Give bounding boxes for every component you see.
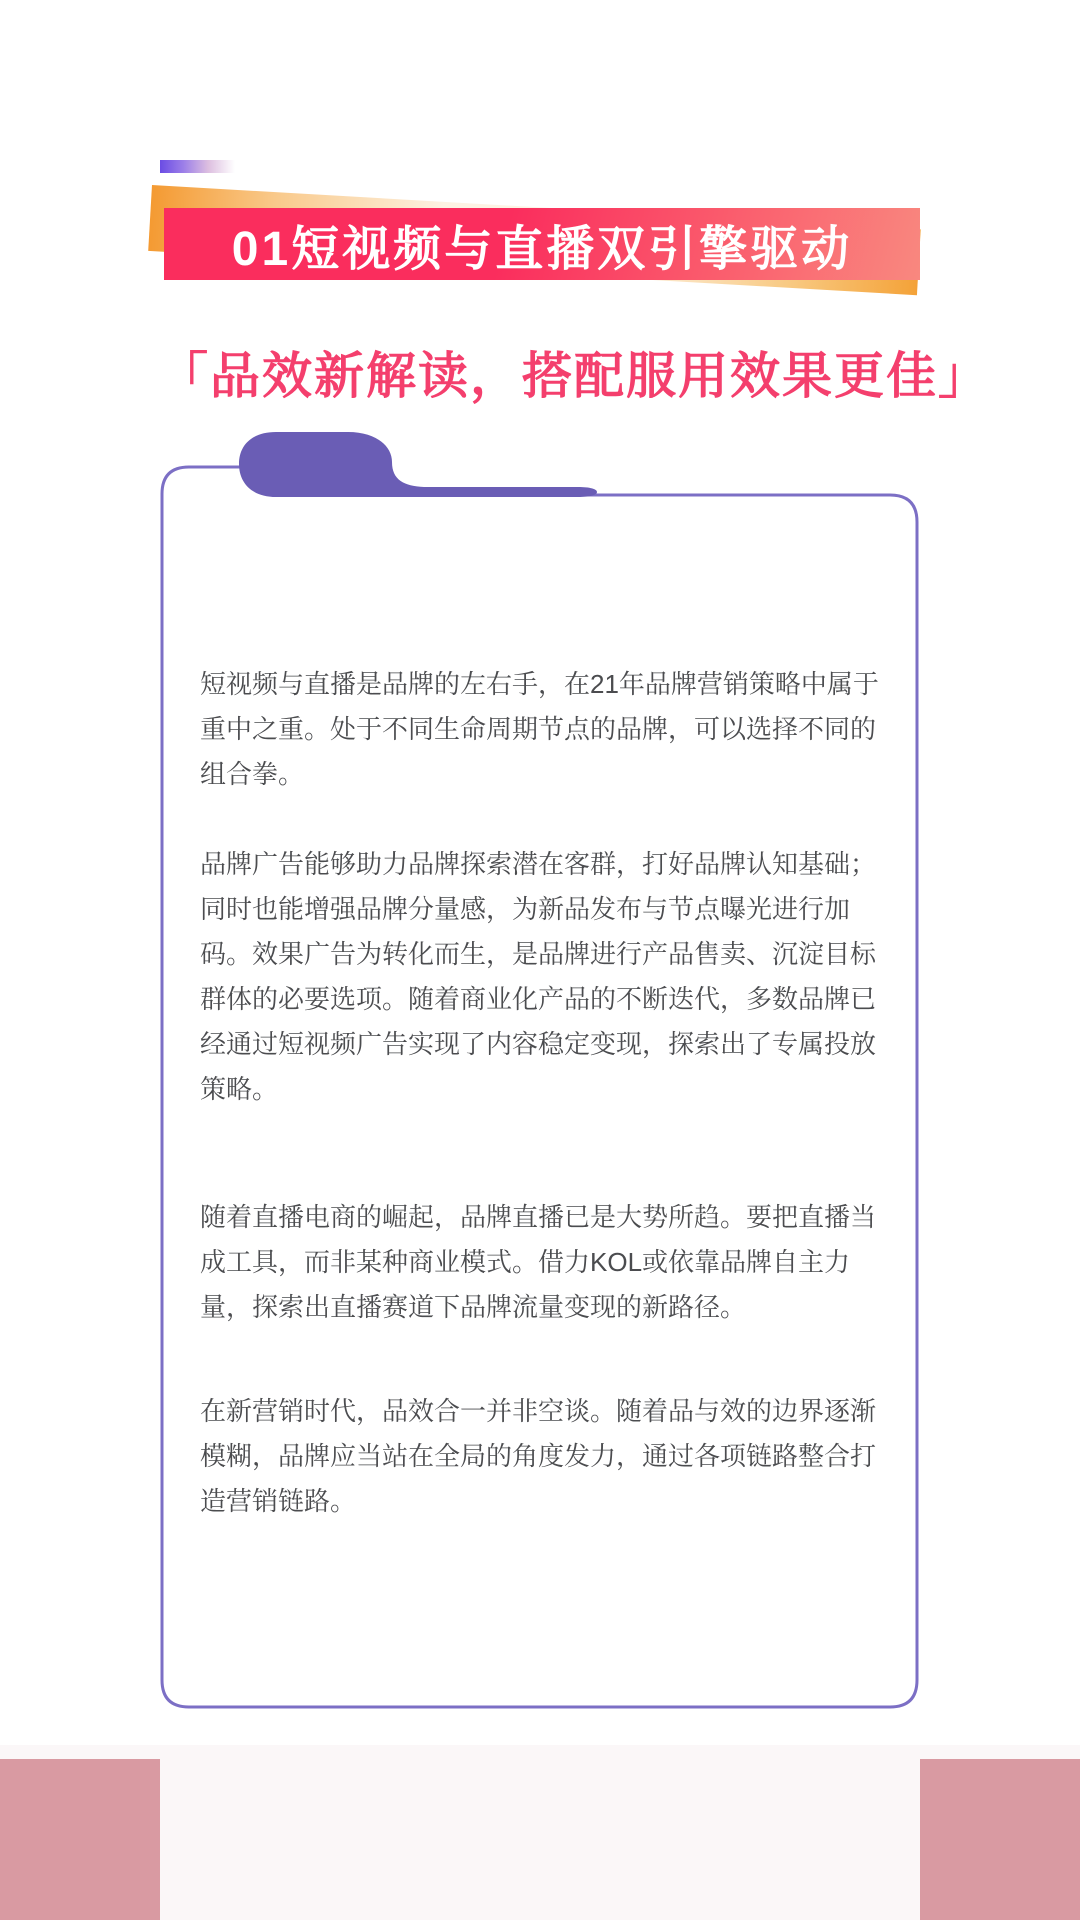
text-line: 量，探索出直播赛道下品牌流量变现的新路径。 <box>200 1292 747 1322</box>
text-line: 经通过短视频广告实现了内容稳定变现，探索出了专属投放 <box>200 1029 877 1059</box>
text-line: 策略。 <box>200 1074 279 1104</box>
text-line: 在新营销时代，品效合一并非空谈。随着品与效的边界逐渐 <box>200 1396 877 1426</box>
sub-heading: 「品效新解读，搭配服用效果更佳」 <box>158 348 990 404</box>
text-line: 短视频与直播是品牌的左右手，在21年品牌营销策略中属于 <box>200 669 879 699</box>
text-line: 同时也能增强品牌分量感，为新品发布与节点曝光进行加 <box>200 894 851 924</box>
text-line: 码。效果广告为转化而生，是品牌进行产品售卖、沉淀目标 <box>200 939 877 969</box>
text-line: 造营销链路。 <box>200 1486 357 1516</box>
text-line: 组合拳。 <box>200 759 305 789</box>
paragraph-3 <box>200 1195 900 1330</box>
text-line: 成工具，而非某种商业模式。借力KOL或依靠品牌自主力 <box>200 1247 851 1277</box>
card-tab <box>239 432 597 497</box>
bottom-strip <box>0 1745 1080 1920</box>
text-line: 随着直播电商的崛起，品牌直播已是大势所趋。要把直播当 <box>200 1202 877 1232</box>
paragraph-2 <box>200 842 900 1112</box>
text-line: 品牌广告能够助力品牌探索潜在客群，打好品牌认知基础； <box>200 849 877 879</box>
paragraph-1 <box>200 662 900 797</box>
section-title: 01短视频与直播双引擎驱动 <box>231 222 853 276</box>
bottom-right-pink-block <box>920 1759 1080 1920</box>
text-line: 重中之重。处于不同生命周期节点的品牌，可以选择不同的 <box>200 714 877 744</box>
text-line: 模糊，品牌应当站在全局的角度发力，通过各项链路整合打 <box>200 1441 877 1471</box>
text-line: 群体的必要选项。随着商业化产品的不断迭代，多数品牌已 <box>200 984 877 1014</box>
bottom-left-pink-block <box>0 1759 160 1920</box>
paragraph-4 <box>200 1389 900 1524</box>
